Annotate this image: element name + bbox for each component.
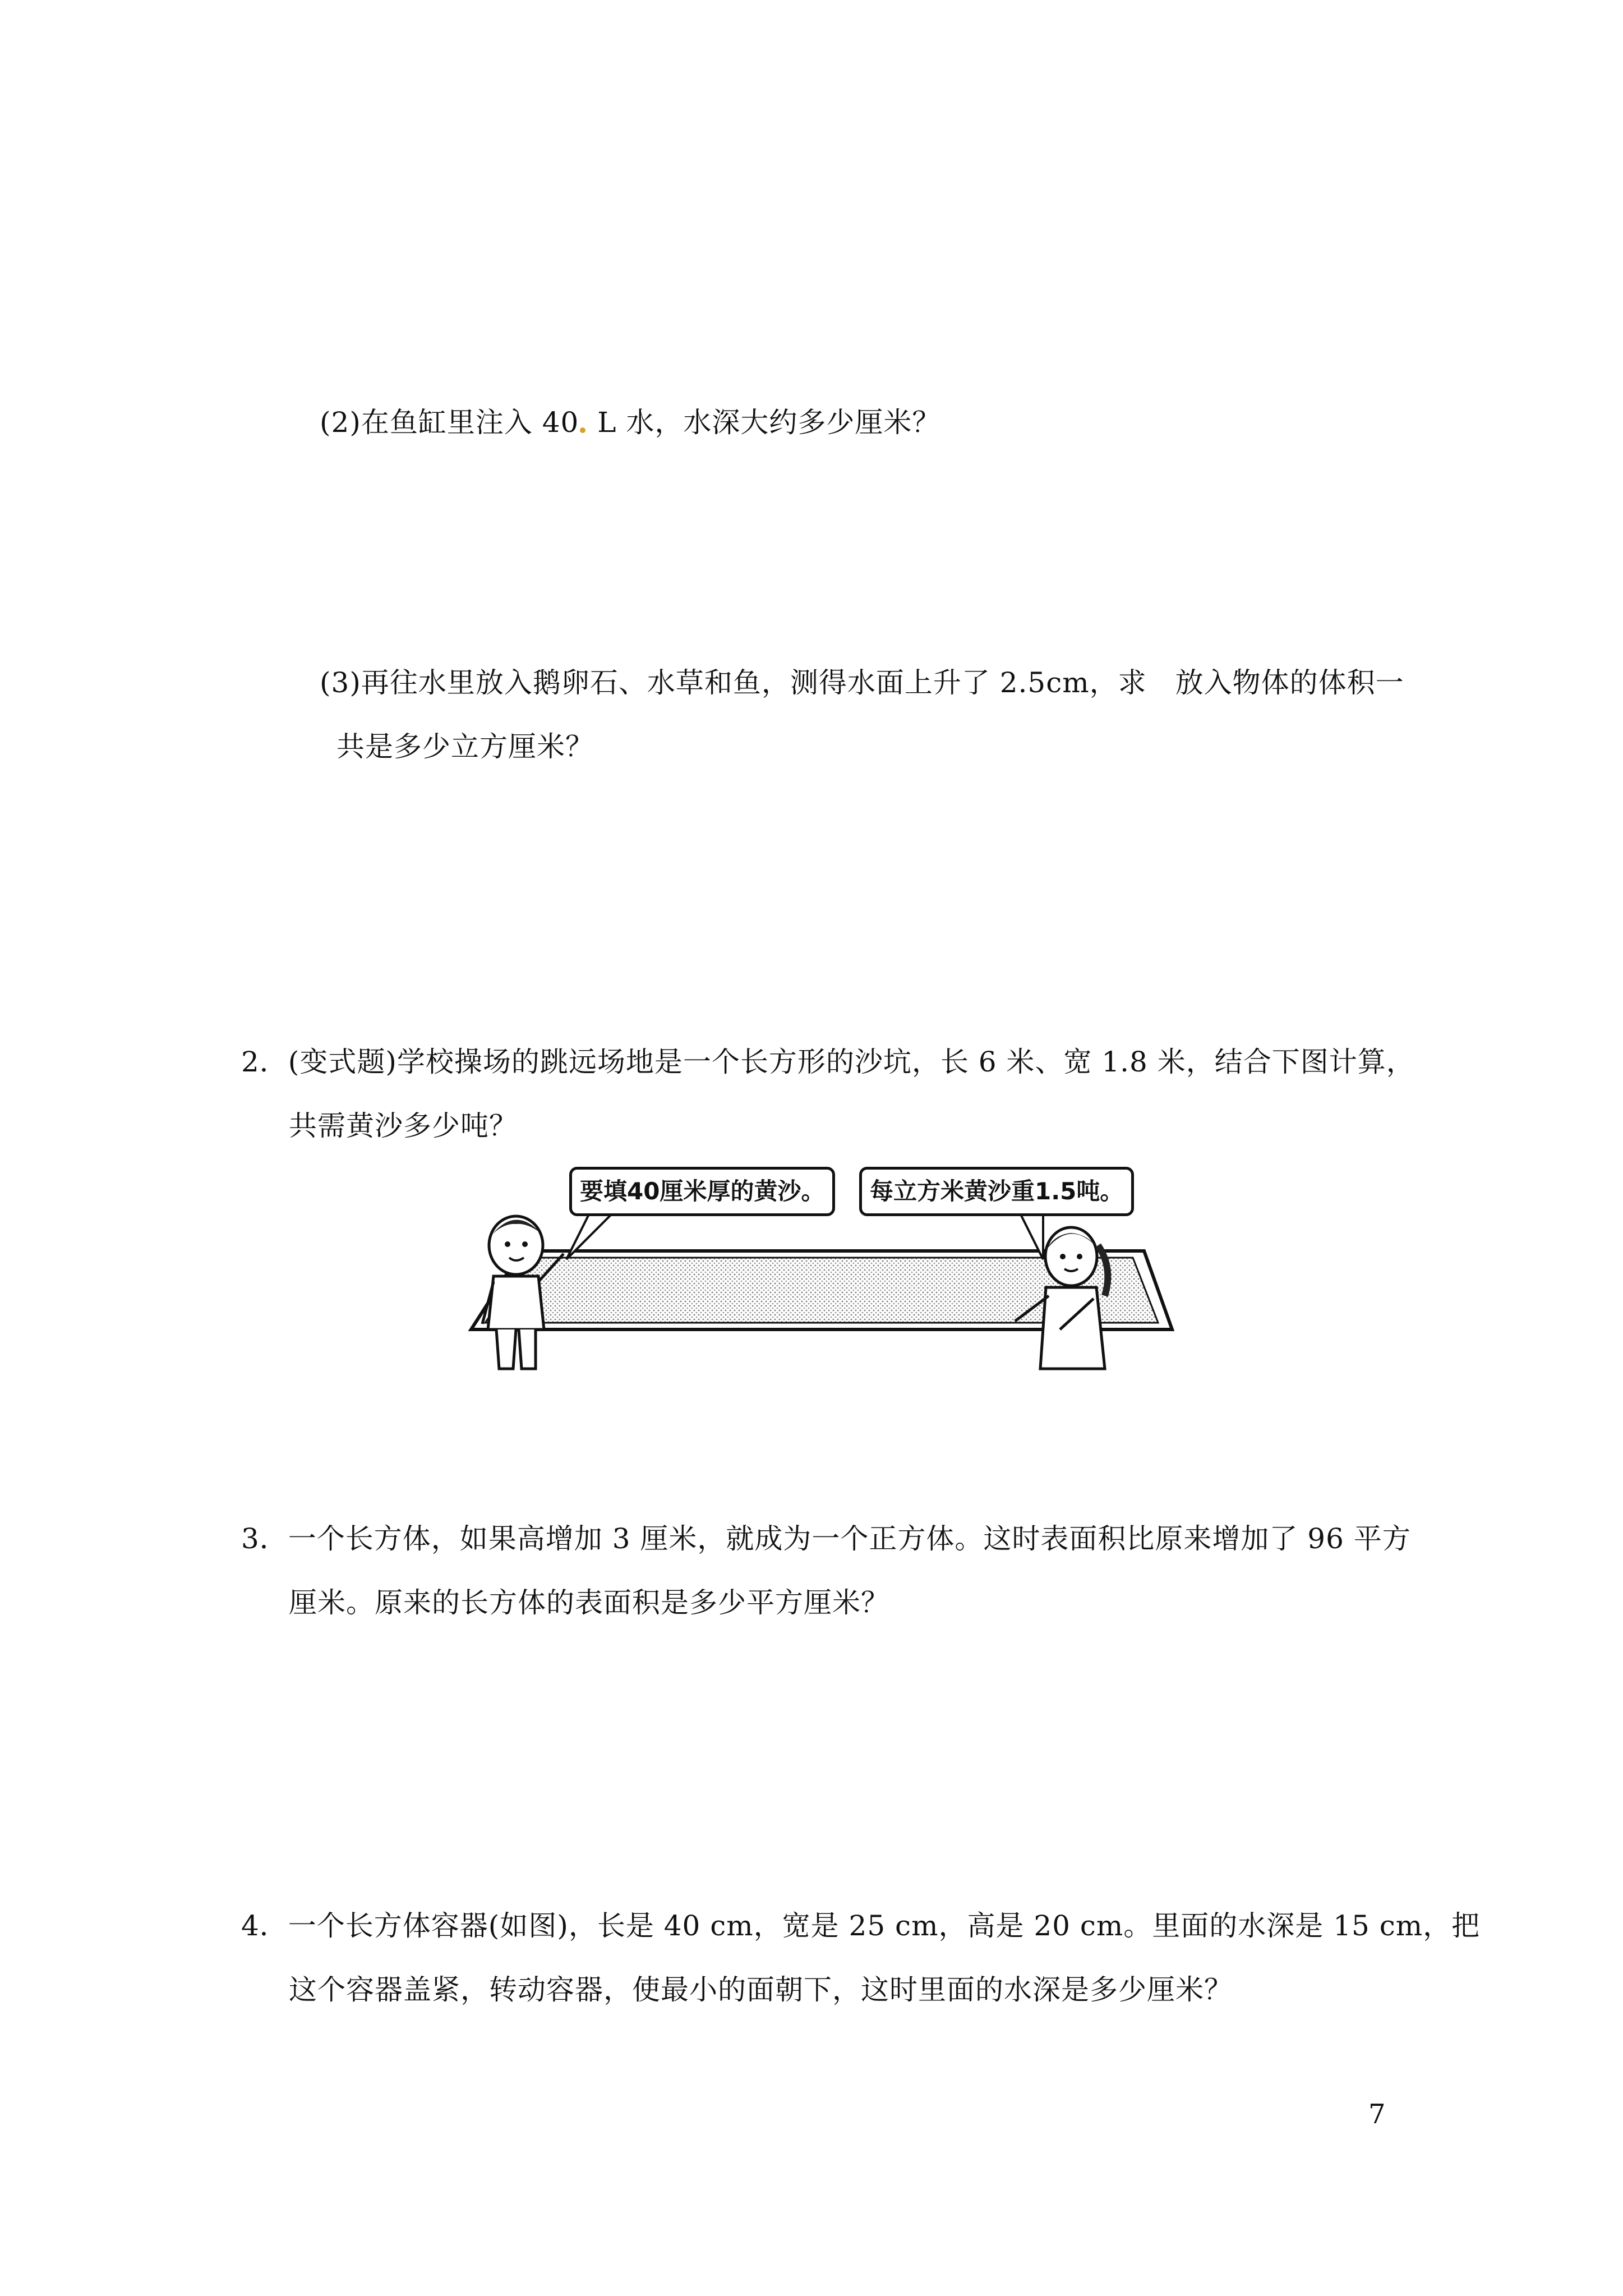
q1-part2-pre: (2)在鱼缸里注入 40 [320,406,579,439]
q3-line2: 厘米。原来的长方体的表面积是多少平方厘米？ [289,1586,889,1619]
q1-part2-post: L 水，水深大约多少厘米？ [588,406,941,439]
page-number: 7 [1368,2099,1386,2130]
girl-speech-bubble: 每立方米黄沙重1.5吨。 [859,1167,1134,1216]
q2-line2: 共需黄沙多少吨？ [289,1110,518,1142]
q1-part2-line [320,406,941,439]
boy-speech-bubble: 要填40厘米厚的黄沙。 [569,1167,835,1216]
q1-part3-line1: (3)再往水里放入鹅卵石、水草和鱼，测得水面上升了 2.5cm，求 放入物体的体积一 [320,666,1404,699]
edit-mark-icon [580,427,585,433]
q1-part3-line2: 共是多少立方厘米？ [336,730,594,763]
sandpit-figure [460,1161,1189,1386]
q2-line1: 2．(变式题)学校操场的跳远场地是一个长方形的沙坑，长 6 米、宽 1.8 米，结合下图计算， [241,1046,1415,1078]
q4-line2: 这个容器盖紧，转动容器，使最小的面朝下，这时里面的水深是多少厘米？ [289,1973,1233,2006]
q4-line1: 4．一个长方体容器(如图)，长是 40 cm，宽是 25 cm，高是 20 cm。里面的水深是 15 cm，把 [241,1910,1481,1942]
q3-line1: 3．一个长方体，如果高增加 3 厘米，就成为一个正方体。这时表面积比原来增加了 96 平方 [241,1522,1411,1555]
